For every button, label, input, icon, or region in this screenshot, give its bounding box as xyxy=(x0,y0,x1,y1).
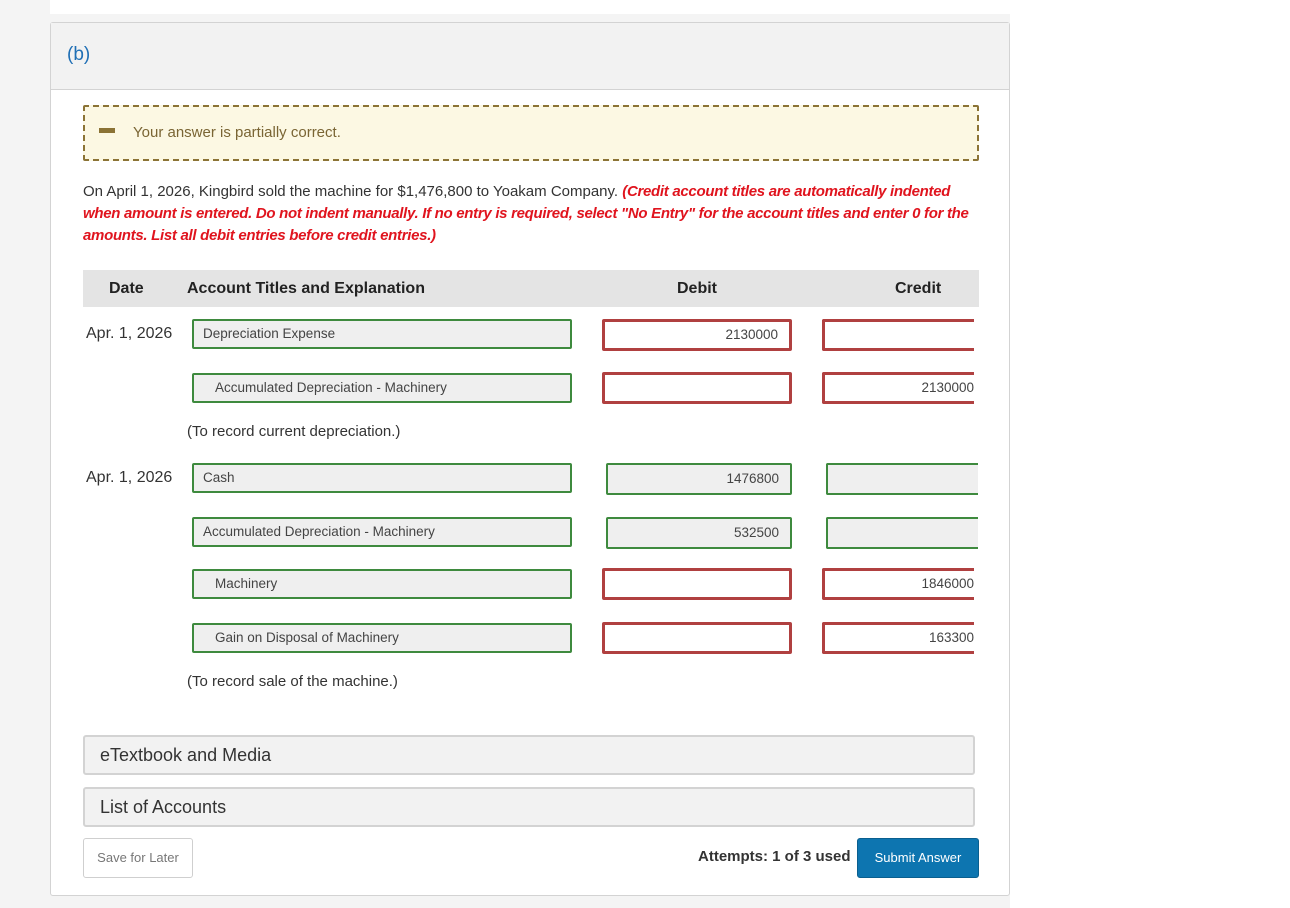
credit-input[interactable]: 1846000 xyxy=(822,568,974,600)
question-text xyxy=(83,181,973,247)
minus-icon xyxy=(99,128,115,133)
feedback-message: Your answer is partially correct. xyxy=(133,124,341,141)
debit-input[interactable]: 532500 xyxy=(606,517,792,549)
top-strip xyxy=(50,0,1010,14)
credit-header: Credit xyxy=(895,280,942,297)
right-background xyxy=(1010,0,1290,908)
debit-input[interactable] xyxy=(602,622,792,654)
part-header xyxy=(51,23,1009,90)
debit-input[interactable] xyxy=(602,568,792,600)
feedback-banner xyxy=(83,105,979,161)
credit-input[interactable]: 2130000 xyxy=(822,372,974,404)
debit-header: Debit xyxy=(677,280,717,297)
account-field[interactable]: Depreciation Expense xyxy=(192,319,572,349)
account-field[interactable]: Accumulated Depreciation - Machinery xyxy=(192,517,572,547)
account-field[interactable]: Machinery xyxy=(192,569,572,599)
credit-input[interactable]: 163300 xyxy=(822,622,974,654)
debit-input[interactable]: 2130000 xyxy=(602,319,792,351)
question-prompt: On April 1, 2026, Kingbird sold the machine for $1,476,800 to Yoakam Company. xyxy=(83,183,619,200)
debit-input[interactable] xyxy=(602,372,792,404)
debit-input[interactable]: 1476800 xyxy=(606,463,792,495)
list-of-accounts-accordion[interactable]: List of Accounts xyxy=(83,787,975,827)
entry-date: Apr. 1, 2026 xyxy=(86,325,173,342)
account-field[interactable]: Cash xyxy=(192,463,572,493)
attempts-counter: Attempts: 1 of 3 used xyxy=(698,848,851,865)
etextbook-accordion[interactable]: eTextbook and Media xyxy=(83,735,975,775)
account-field[interactable]: Gain on Disposal of Machinery xyxy=(192,623,572,653)
credit-input[interactable] xyxy=(826,517,978,549)
account-header: Account Titles and Explanation xyxy=(187,280,425,297)
entry-date: Apr. 1, 2026 xyxy=(86,469,173,486)
save-for-later-button[interactable]: Save for Later xyxy=(83,838,193,878)
question-card xyxy=(50,22,1010,896)
entry-explanation: (To record current depreciation.) xyxy=(187,423,401,440)
entry-explanation: (To record sale of the machine.) xyxy=(187,673,398,690)
submit-answer-button[interactable]: Submit Answer xyxy=(857,838,979,878)
part-label: (b) xyxy=(67,44,91,65)
credit-input[interactable] xyxy=(826,463,978,495)
credit-input[interactable] xyxy=(822,319,974,351)
date-header: Date xyxy=(109,280,144,297)
question-instructions: (Credit account titles are automatically indented when amount is entered. Do not indent manually. If no entry is required, select "No Entry" for the account titles and enter 0 for the amounts. List all debit entries before credit entries.) xyxy=(83,183,969,244)
journal-table-header xyxy=(83,270,979,307)
account-field[interactable]: Accumulated Depreciation - Machinery xyxy=(192,373,572,403)
